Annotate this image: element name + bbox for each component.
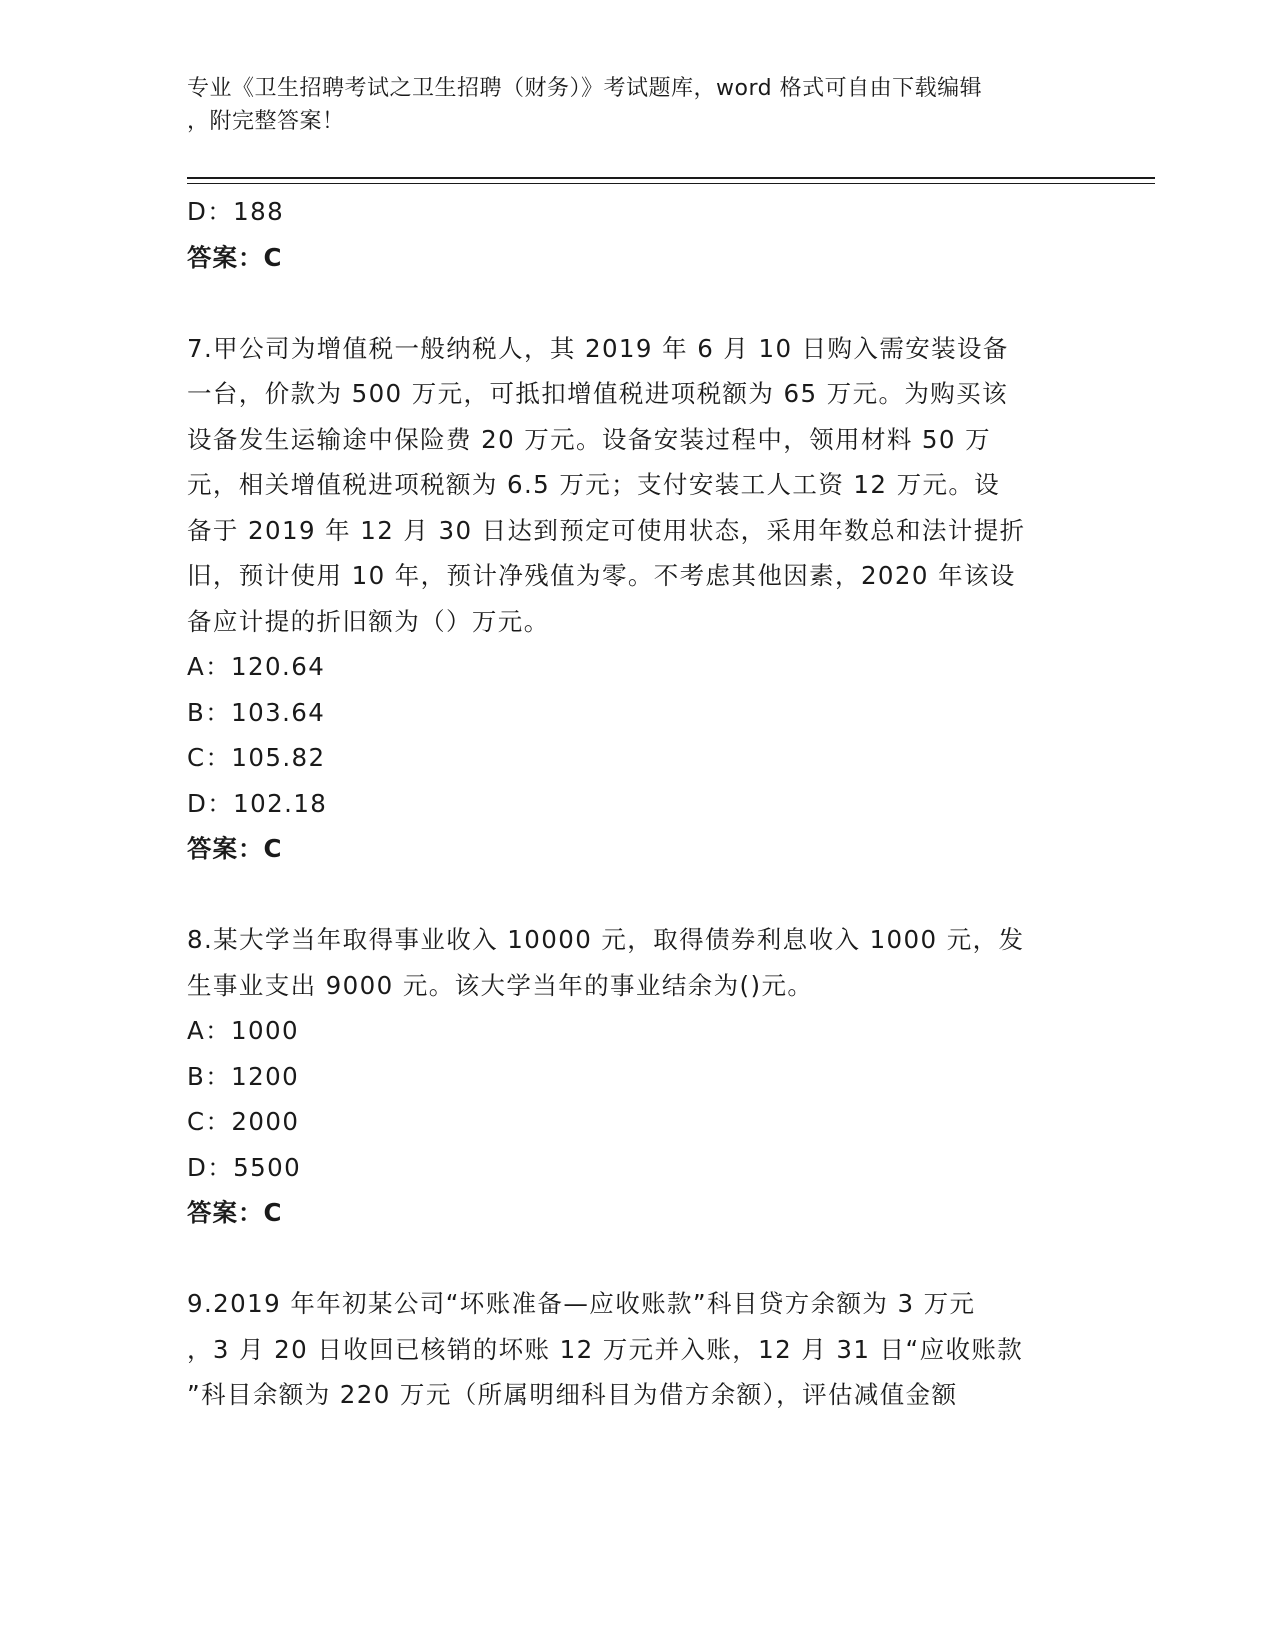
question-7-line-3: 设备发生运输途中保险费 20 万元。设备安装过程中，领用材料 50 万	[187, 424, 991, 454]
question-8-option-d: D：5500	[187, 1152, 302, 1182]
question-8-line-1: 8.某大学当年取得事业收入 10000 元，取得债券利息收入 1000 元，发	[187, 925, 1025, 954]
question-content	[187, 189, 1087, 1418]
question-9-line-2: ，3 月 20 日收回已核销的坏账 12 万元并入账，12 月 31 日“应收账款	[187, 1334, 1024, 1364]
question-8-line-2: 生事业支出 9000 元。该大学当年的事业结余为()元。	[187, 970, 814, 1000]
question-8-option-c: C：2000	[187, 1107, 300, 1136]
spacer	[187, 1236, 1087, 1282]
question-8-option-a: A：1000	[187, 1016, 300, 1045]
prev-answer: 答案：C	[187, 242, 283, 272]
question-7-line-6: 旧，预计使用 10 年，预计净残值为零。不考虑其他因素，2020 年该设	[187, 561, 1016, 590]
question-8-option-b: B：1200	[187, 1061, 300, 1091]
question-9-line-3: ”科目余额为 220 万元（所属明细科目为借方余额），评估减值金额	[187, 1380, 958, 1409]
header-rule-thick	[187, 177, 1155, 179]
header-line-2: ，附完整答案！	[187, 109, 345, 134]
question-7-option-a: A：120.64	[187, 652, 326, 681]
question-7-answer: 答案：C	[187, 834, 283, 863]
header-rule-thin	[187, 183, 1155, 184]
question-7-line-5: 备于 2019 年 12 月 30 日达到预定可使用状态，采用年数总和法计提折	[187, 515, 1026, 545]
question-7	[187, 326, 1087, 872]
question-7-option-b: B：103.64	[187, 697, 326, 727]
question-7-line-1: 7.甲公司为增值税一般纳税人，其 2019 年 6 月 10 日购入需安装设备	[187, 333, 1009, 363]
question-9	[187, 1281, 1087, 1418]
spacer	[187, 872, 1087, 918]
question-7-option-c: C：105.82	[187, 743, 326, 772]
prev-option-d: D：188	[187, 197, 285, 226]
question-7-line-2: 一台，价款为 500 万元，可抵扣增值税进项税额为 65 万元。为购买该	[187, 379, 1008, 408]
question-9-line-1: 9.2019 年年初某公司“坏账准备—应收账款”科目贷方余额为 3 万元	[187, 1289, 976, 1318]
question-8-answer: 答案：C	[187, 1198, 283, 1227]
question-7-line-4: 元，相关增值税进项税额为 6.5 万元；支付安装工人工资 12 万元。设	[187, 470, 1001, 499]
page-header	[187, 72, 1067, 138]
spacer	[187, 280, 1087, 326]
question-8	[187, 917, 1087, 1236]
question-7-line-7: 备应计提的折旧额为（）万元。	[187, 606, 550, 636]
header-line-1: 专业《卫生招聘考试之卫生招聘（财务）》考试题库，word 格式可自由下载编辑	[187, 76, 983, 101]
question-7-option-d: D：102.18	[187, 788, 328, 818]
